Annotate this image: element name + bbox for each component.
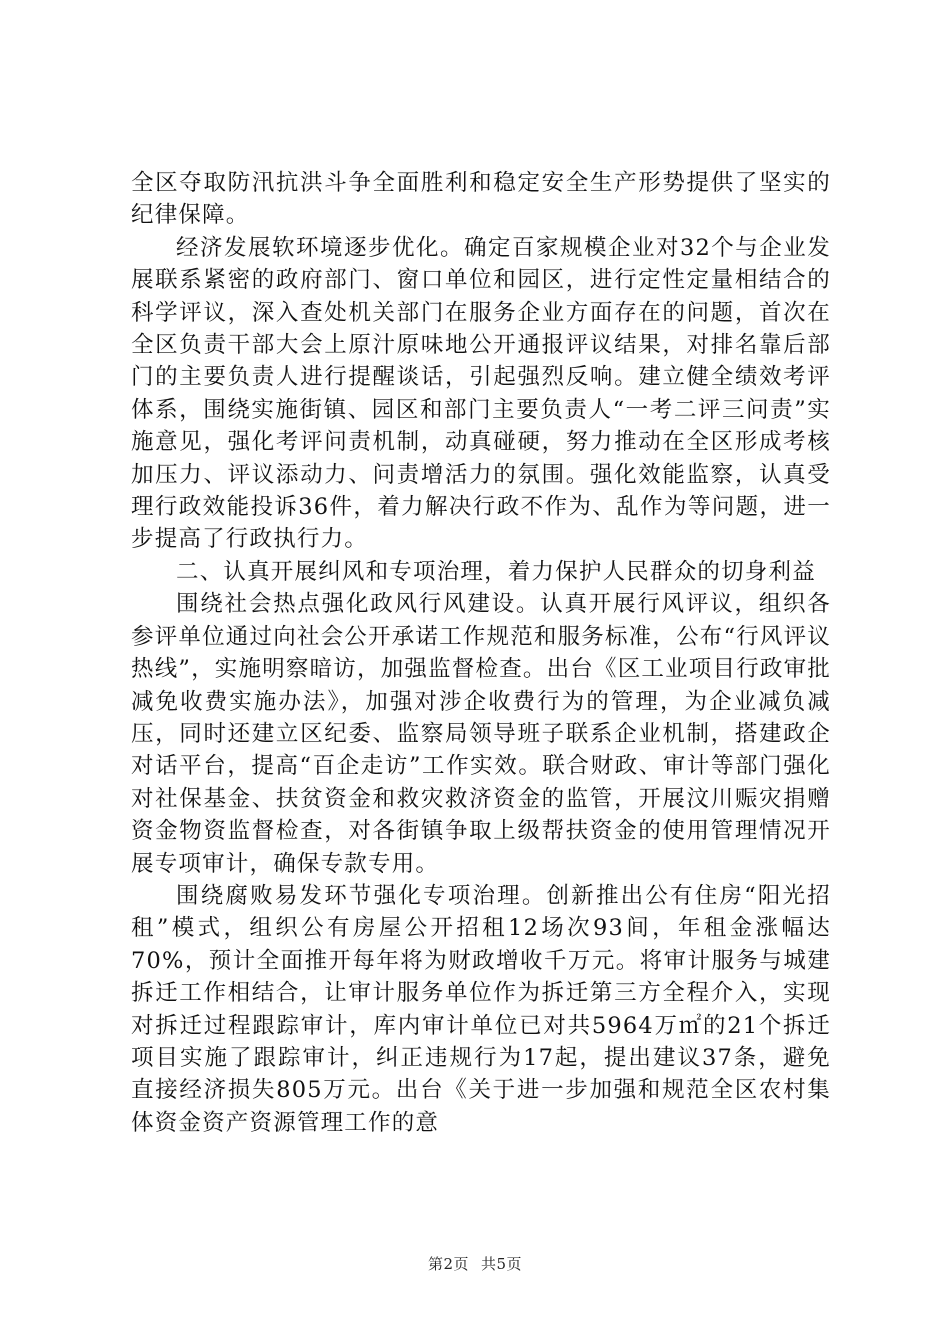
page-footer [0,1253,950,1274]
page-total: 共5页 [481,1255,523,1273]
document-body [131,167,831,1139]
paragraph-2: 经济发展软环境逐步优化。确定百家规模企业对32个与企业发展联系紧密的政府部门、窗口单位和园区，进行定性定量相结合的科学评议，深入查处机关部门在服务企业方面存在的问题，首次在全区负责干部大会上原汁原味地公开通报评议结果，对排名靠后部门的主要负责人进行提醒谈话，引起强烈反响。建立健全绩效考评体系，围绕实施街镇、园区和部门主要负责人“一考二评三问责”实施意见，强化考评问责机制，动真碰硬，努力推动在全区形成考核加压力、评议添动力、问责增活力的氛围。强化效能监察，认真受理行政效能投诉36件，着力解决行政不作为、乱作为等问题，进一步提高了行政执行力。 [131,234,831,553]
paragraph-3: 围绕社会热点强化政风行风建设。认真开展行风评议，组织各参评单位通过向社会公开承诺工作规范和服务标准，公布“行风评议热线”，实施明察暗访，加强监督检查。出台《区工业项目行政审批减免收费实施办法》，加强对涉企收费行为的管理，为企业减负减压，同时还建立区纪委、监察局领导班子联系企业机制，搭建政企对话平台，提高“百企走访”工作实效。联合财政、审计等部门强化对社保基金、扶贫资金和救灾救济资金的监管，开展汶川赈灾捐赠资金物资监督检查，对各街镇争取上级帮扶资金的使用管理情况开展专项审计，确保专款专用。 [131,591,832,877]
section-heading: 二、认真开展纠风和专项治理，着力保护人民群众的切身利益 [176,558,816,585]
paragraph-1: 全区夺取防汛抗洪斗争全面胜利和稳定安全生产形势提供了坚实的纪律保障。 [131,170,831,229]
paragraph-4: 围绕腐败易发环节强化专项治理。创新推出公有住房“阳光招租”模式，组织公有房屋公开招租12场次93间，年租金涨幅达70%，预计全面推开每年将为财政增收千万元。将审计服务与城建拆迁工作相结合，让审计服务单位作为拆迁第三方全程介入，实现对拆迁过程跟踪审计，库内审计单位已对共5964万㎡的21个拆迁项目实施了跟踪审计，纠正违规行为17起，提出建议37条，避免直接经济损失805万元。出台《关于进一步加强和规范全区农村集体资金资产资源管理工作的意 [131,882,831,1136]
page-number: 第2页 [427,1255,469,1273]
